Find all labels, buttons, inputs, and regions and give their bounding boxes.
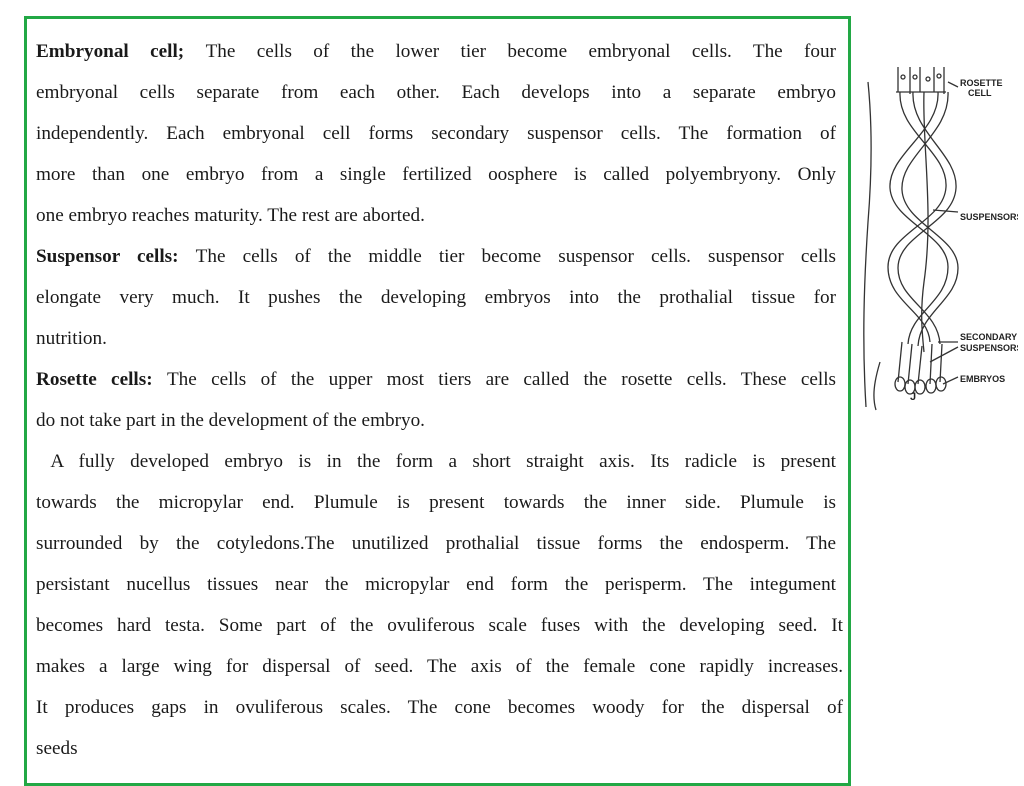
label-embryos: EMBRYOS bbox=[960, 374, 1006, 384]
text-line: nutrition. bbox=[36, 328, 107, 349]
paragraph-embryonal-cell bbox=[36, 31, 836, 72]
label-secondary-suspensors: SUSPENSORS bbox=[960, 343, 1018, 353]
text-line: The cells of the upper most tiers are called the rosette cells. These cells bbox=[166, 369, 837, 390]
document-text bbox=[36, 31, 843, 769]
label-secondary: SECONDARY bbox=[960, 332, 1018, 342]
text-line: more than one embryo from a single fertilized oosphere is called polyembryony. Only bbox=[36, 164, 836, 185]
label-suspensors: SUSPENSORS bbox=[960, 212, 1018, 222]
polyembryony-diagram bbox=[858, 62, 1018, 412]
text-line: seeds bbox=[36, 738, 78, 759]
text-line: surrounded by the cotyledons.The unutilized prothalial tissue forms the endosperm. The bbox=[36, 533, 836, 554]
diagram-svg bbox=[858, 62, 1018, 412]
label-cell: CELL bbox=[968, 88, 992, 98]
text-line: The cells of the middle tier become suspensor cells. suspensor cells bbox=[195, 246, 836, 267]
text-line: A fully developed embryo is in the form a short straight axis. Its radicle is present bbox=[36, 451, 836, 472]
text-line: independently. Each embryonal cell forms secondary suspensor cells. The formation of bbox=[36, 123, 836, 144]
label-letter-j: J bbox=[910, 391, 917, 403]
text-line: makes a large wing for dispersal of seed. The axis of the female cone rapidly increases. bbox=[36, 656, 843, 677]
heading-rosette-cells: Rosette cells: bbox=[36, 369, 167, 390]
text-line: becomes hard testa. Some part of the ovuliferous scale fuses with the developing seed. It bbox=[36, 615, 843, 636]
diagram-drawing bbox=[864, 67, 958, 410]
heading-suspensor-cells: Suspensor cells: bbox=[36, 246, 196, 267]
heading-embryonal-cell: Embryonal cell; bbox=[36, 41, 206, 62]
text-line: one embryo reaches maturity. The rest are aborted. bbox=[36, 205, 425, 226]
label-rosette: ROSETTE bbox=[960, 78, 1003, 88]
text-line: embryonal cells separate from each other. Each develops into a separate embryo bbox=[36, 82, 836, 103]
paragraph-rosette-cells bbox=[36, 359, 836, 400]
text-line: The cells of the lower tier become embryonal cells. The four bbox=[205, 41, 837, 62]
text-line: It produces gaps in ovuliferous scales. The cone becomes woody for the dispersal of bbox=[36, 697, 843, 718]
text-line: elongate very much. It pushes the developing embryos into the prothalial tissue for bbox=[36, 287, 836, 308]
text-line: persistant nucellus tissues near the micropylar end form the perisperm. The integument bbox=[36, 574, 836, 595]
paragraph-suspensor-cells bbox=[36, 236, 836, 277]
text-line: towards the micropylar end. Plumule is present towards the inner side. Plumule is bbox=[36, 492, 836, 513]
text-line: do not take part in the development of the embryo. bbox=[36, 410, 425, 431]
